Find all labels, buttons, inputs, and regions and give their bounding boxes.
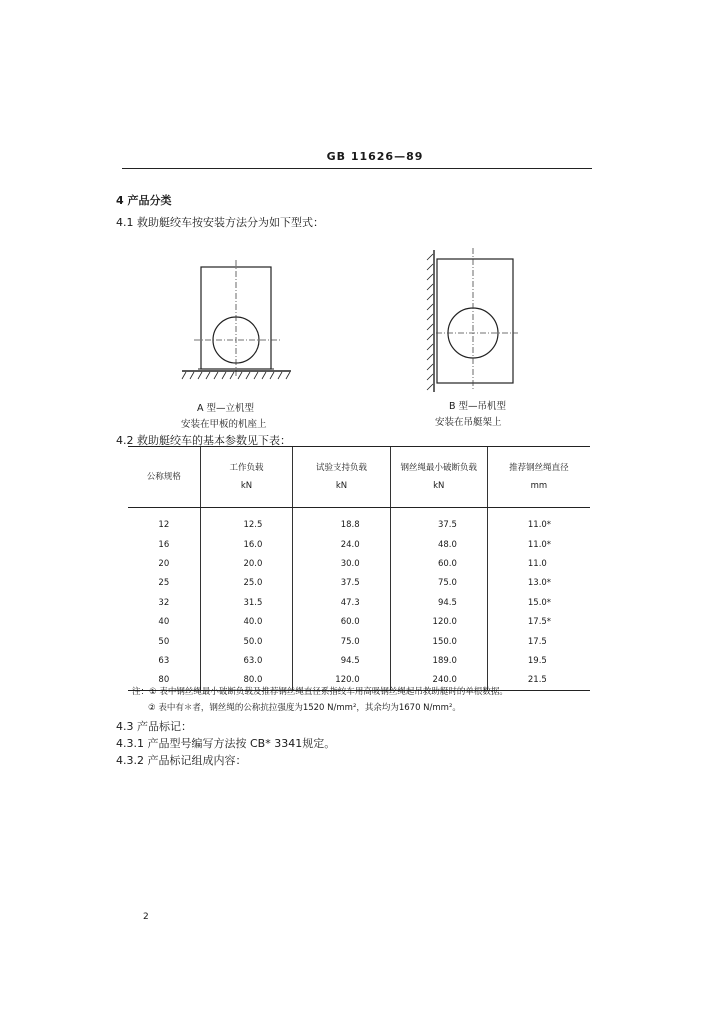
cell-rope-diameter: 11.0	[487, 554, 590, 573]
header-test-load	[293, 447, 390, 508]
section-4-3-2-text: 4.3.2 产品标记组成内容：	[116, 754, 247, 767]
table-note-1: 注：① 表中钢丝绳最小破断负载及推荐钢丝绳直径系指绞车用高吸钢丝绳起吊救助艇时的单根数据。	[132, 687, 508, 697]
header-unit: mm	[530, 481, 548, 491]
cell-working-load: 20.0	[200, 554, 293, 573]
header-label: 推荐钢丝绳直径	[509, 463, 569, 473]
section-4-3-1-text: 4.3.1 产品型号编写方法按 CB* 3341规定。	[116, 737, 336, 750]
cell-working-load: 16.0	[200, 535, 293, 554]
table-row	[128, 554, 590, 573]
table-row	[128, 651, 590, 670]
cell-breaking-load: 75.0	[390, 574, 487, 593]
cell-nominal-size: 20	[158, 558, 170, 569]
cell-working-load: 40.0	[200, 612, 293, 631]
cell-test-load: 18.8	[293, 516, 390, 535]
cell-test-load: 30.0	[293, 554, 390, 573]
header-working-load	[200, 447, 293, 508]
header-unit: kN	[335, 481, 348, 491]
cell-breaking-load: 150.0	[390, 632, 487, 651]
page-number: 2	[143, 912, 149, 922]
cell-rope-diameter: 11.0*	[487, 535, 590, 554]
cell-breaking-load: 120.0	[390, 612, 487, 631]
cell-test-load: 75.0	[293, 632, 390, 651]
header-label: 工作负载	[229, 463, 264, 473]
header-nominal-size	[128, 447, 200, 508]
figure-b-caption-1: B 型—吊机型	[449, 401, 507, 412]
cell-breaking-load: 94.5	[390, 593, 487, 612]
cell-rope-diameter: 13.0*	[487, 574, 590, 593]
cell-working-load: 50.0	[200, 632, 293, 651]
cell-rope-diameter: 19.5	[487, 651, 590, 670]
cell-working-load: 31.5	[200, 593, 293, 612]
table-row	[128, 593, 590, 612]
cell-nominal-size: 50	[158, 636, 170, 647]
header-breaking-load	[390, 447, 487, 508]
cell-nominal-size: 16	[158, 539, 170, 550]
cell-test-load: 47.3	[293, 593, 390, 612]
header-label: 钢丝绳最小破断负载	[400, 463, 477, 473]
cell-breaking-load: 240.0	[390, 671, 487, 691]
cell-nominal-size: 12	[158, 520, 170, 531]
cell-nominal-size: 40	[158, 617, 170, 628]
parameter-table	[128, 446, 590, 691]
cell-test-load: 94.5	[293, 651, 390, 670]
cell-nominal-size: 25	[158, 578, 170, 589]
header-label: 试验支持负载	[315, 463, 367, 473]
header-unit: kN	[433, 481, 445, 491]
table-row	[128, 574, 590, 593]
cell-rope-diameter: 21.5	[487, 671, 590, 691]
section-4-3-title: 4.3 产品标记：	[116, 720, 192, 733]
cell-rope-diameter: 17.5*	[487, 612, 590, 631]
figure-a-diagram	[180, 260, 295, 382]
cell-nominal-size: 80	[128, 671, 200, 691]
header-unit: kN	[240, 481, 253, 491]
cell-test-load: 120.0	[293, 671, 390, 691]
cell-rope-diameter: 15.0*	[487, 593, 590, 612]
table-row	[128, 516, 590, 535]
cell-test-load: 37.5	[293, 574, 390, 593]
cell-rope-diameter: 17.5	[487, 632, 590, 651]
cell-test-load: 60.0	[293, 612, 390, 631]
cell-working-load: 63.0	[200, 651, 293, 670]
cell-working-load: 12.5	[200, 516, 293, 535]
figure-a-caption-1: A 型—立机型	[197, 403, 255, 414]
table-row	[128, 535, 590, 554]
header-rope-diameter	[487, 447, 590, 508]
figure-a-caption-2: 安装在甲板的机座上	[181, 419, 267, 430]
document-code: GB 11626—89	[326, 150, 424, 163]
table-row	[128, 612, 590, 631]
cell-test-load: 24.0	[293, 535, 390, 554]
cell-breaking-load: 37.5	[390, 516, 487, 535]
section-4-heading: 4 产品分类	[116, 194, 172, 207]
cell-breaking-load: 60.0	[390, 554, 487, 573]
cell-rope-diameter: 11.0*	[487, 516, 590, 535]
section-4-2-text: 4.2 救助艇绞车的基本参数见下表：	[116, 434, 291, 447]
cell-working-load: 80.0	[200, 671, 293, 691]
header-label: 公称规格	[146, 472, 181, 482]
table-header-row	[128, 447, 590, 508]
figure-b-caption-2: 安装在吊艇架上	[435, 417, 502, 428]
cell-nominal-size: 63	[158, 655, 170, 666]
figure-b-diagram	[418, 244, 520, 394]
cell-nominal-size: 32	[158, 597, 170, 608]
table-note-2: ② 表中有＊者，钢丝绳的公称抗拉强度为1520 N/mm²，其余均为1670 N/mm²。	[148, 703, 461, 713]
table-row	[128, 632, 590, 651]
cell-breaking-load: 189.0	[390, 651, 487, 670]
cell-working-load: 25.0	[200, 574, 293, 593]
cell-breaking-load: 48.0	[390, 535, 487, 554]
header-rule	[122, 168, 592, 169]
section-4-1-text: 4.1 救助艇绞车按安装方法分为如下型式：	[116, 216, 324, 229]
